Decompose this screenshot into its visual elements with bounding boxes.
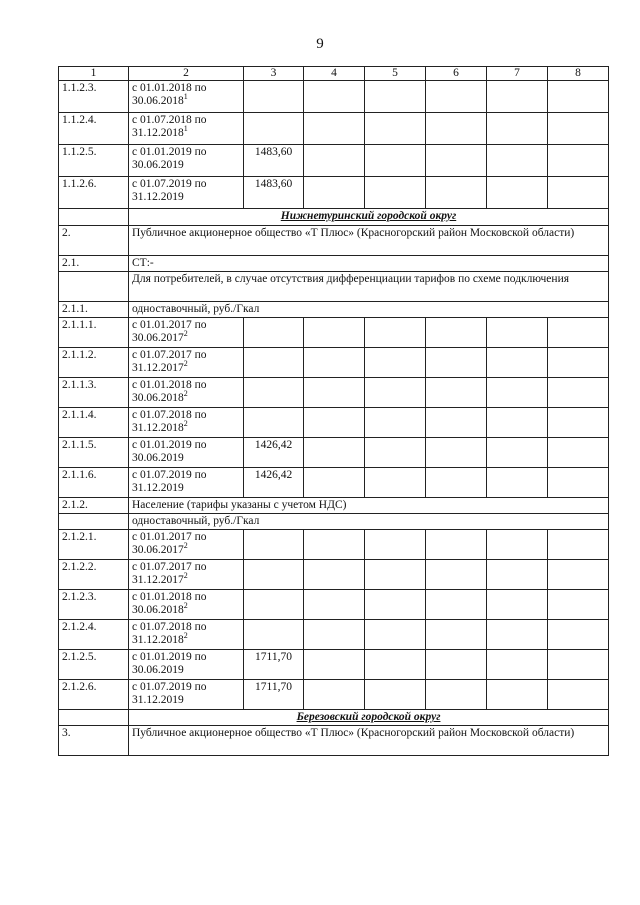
empty-cell: [487, 530, 548, 560]
empty-cell: [365, 408, 426, 438]
row-number: 2.1.2.2.: [59, 560, 129, 590]
period-start: с 01.01.2019 по: [132, 651, 207, 663]
period-start: с 01.01.2019 по: [132, 439, 207, 451]
column-header: 2: [129, 67, 244, 81]
empty-cell: [59, 710, 129, 726]
empty-cell: [487, 438, 548, 468]
footnote-mark: 1: [183, 92, 188, 102]
empty-cell: [304, 468, 365, 498]
empty-cell: [365, 468, 426, 498]
table-row: [59, 620, 609, 650]
period-cell: [129, 348, 244, 378]
note-text: Для потребителей, в случае отсутствия дифференциации тарифов по схеме подключения: [129, 272, 609, 302]
header-row: [59, 67, 609, 81]
period-end: 31.12.2018$^2$: [132, 631, 188, 646]
footnote-mark: 1: [183, 124, 188, 134]
period-end: 30.06.2018$^2$: [132, 601, 188, 616]
period-cell: [129, 590, 244, 620]
st-row: [59, 256, 609, 272]
footnote-mark: 2: [183, 359, 188, 369]
group-title: Население (тарифы указаны с учетом НДС): [129, 498, 609, 514]
period-cell: [129, 318, 244, 348]
tariff-value: [244, 378, 304, 408]
empty-cell: [426, 145, 487, 177]
table-row: [59, 650, 609, 680]
empty-cell: [304, 620, 365, 650]
row-number: 2.1.2.: [59, 498, 129, 514]
section-row: [59, 209, 609, 226]
empty-cell: [365, 378, 426, 408]
empty-cell: [487, 468, 548, 498]
row-number: 2.1.2.4.: [59, 620, 129, 650]
empty-cell: [487, 318, 548, 348]
tariff-value: [244, 408, 304, 438]
empty-cell: [426, 348, 487, 378]
empty-cell: [304, 113, 365, 145]
organization-row: [59, 226, 609, 256]
table-row: [59, 113, 609, 145]
period-start: с 01.01.2018 по: [132, 591, 207, 603]
period-cell: [129, 378, 244, 408]
page-number: 9: [316, 36, 324, 52]
period-start: с 01.01.2018 по: [132, 82, 207, 94]
tariff-value: [244, 318, 304, 348]
empty-cell: [304, 145, 365, 177]
empty-cell: [426, 408, 487, 438]
column-header: 1: [59, 67, 129, 81]
empty-cell: [487, 408, 548, 438]
group-subrow: [59, 514, 609, 530]
empty-cell: [304, 530, 365, 560]
empty-cell: [487, 348, 548, 378]
period-cell: [129, 468, 244, 498]
period-end: 30.06.2017$^2$: [132, 541, 188, 556]
period-cell: [129, 650, 244, 680]
period-cell: [129, 530, 244, 560]
empty-cell: [548, 145, 609, 177]
tariff-value: [244, 348, 304, 378]
period-start: с 01.07.2019 по: [132, 469, 207, 481]
group-title: одноставочный, руб./Гкал: [129, 302, 609, 318]
row-number: 1.1.2.6.: [59, 177, 129, 209]
period-start: с 01.07.2018 по: [132, 114, 207, 126]
table-row: [59, 378, 609, 408]
column-header: 6: [426, 67, 487, 81]
period-start: с 01.07.2019 по: [132, 178, 207, 190]
empty-cell: [426, 590, 487, 620]
empty-cell: [304, 680, 365, 710]
column-header: 4: [304, 67, 365, 81]
empty-cell: [548, 650, 609, 680]
period-cell: [129, 560, 244, 590]
row-number: 2.1.2.3.: [59, 590, 129, 620]
section-row: [59, 710, 609, 726]
empty-cell: [426, 650, 487, 680]
period-cell: [129, 408, 244, 438]
empty-cell: [548, 620, 609, 650]
period-end: 31.12.2019: [132, 191, 184, 203]
empty-cell: [426, 177, 487, 209]
row-number: 1.1.2.4.: [59, 113, 129, 145]
empty-cell: [426, 468, 487, 498]
row-number: 2.1.1.6.: [59, 468, 129, 498]
table-row: [59, 530, 609, 560]
empty-cell: [487, 177, 548, 209]
organization-row: [59, 726, 609, 756]
empty-cell: [426, 113, 487, 145]
empty-cell: [487, 113, 548, 145]
empty-cell: [426, 620, 487, 650]
empty-cell: [304, 408, 365, 438]
empty-cell: [304, 348, 365, 378]
table-row: [59, 145, 609, 177]
footnote-mark: 2: [183, 601, 188, 611]
empty-cell: [548, 177, 609, 209]
period-start: с 01.07.2017 по: [132, 561, 207, 573]
footnote-mark: 2: [183, 631, 188, 641]
empty-cell: [426, 560, 487, 590]
row-number: 2.1.1.5.: [59, 438, 129, 468]
row-number: 2.1.1.1.: [59, 318, 129, 348]
empty-cell: [365, 81, 426, 113]
empty-cell: [487, 81, 548, 113]
empty-cell: [365, 438, 426, 468]
empty-cell: [548, 468, 609, 498]
empty-cell: [426, 680, 487, 710]
empty-cell: [548, 348, 609, 378]
period-end: 30.06.2018$^2$: [132, 389, 188, 404]
empty-cell: [548, 590, 609, 620]
empty-cell: [365, 680, 426, 710]
empty-cell: [304, 177, 365, 209]
group-row: [59, 302, 609, 318]
period-end: 30.06.2019: [132, 664, 184, 676]
tariff-value: [244, 81, 304, 113]
tariff-value: 1426,42: [244, 438, 304, 468]
empty-cell: [548, 378, 609, 408]
period-start: с 01.07.2018 по: [132, 409, 207, 421]
period-start: с 01.07.2019 по: [132, 681, 207, 693]
tariff-value: 1483,60: [244, 177, 304, 209]
empty-cell: [365, 348, 426, 378]
table-row: [59, 408, 609, 438]
empty-cell: [487, 560, 548, 590]
empty-cell: [548, 113, 609, 145]
period-end: 31.12.2018$^1$: [132, 124, 188, 139]
table-row: [59, 468, 609, 498]
row-number: 2.1.1.: [59, 302, 129, 318]
tariff-value: 1483,60: [244, 145, 304, 177]
tariff-value: [244, 113, 304, 145]
empty-cell: [548, 81, 609, 113]
empty-cell: [365, 650, 426, 680]
period-cell: [129, 620, 244, 650]
period-cell: [129, 81, 244, 113]
period-cell: [129, 177, 244, 209]
empty-cell: [487, 650, 548, 680]
table-row: [59, 318, 609, 348]
footnote-mark: 2: [183, 571, 188, 581]
row-number: 2.1.2.1.: [59, 530, 129, 560]
footnote-mark: 2: [183, 329, 188, 339]
group-row: [59, 498, 609, 514]
empty-cell: [487, 680, 548, 710]
period-end: 31.12.2019: [132, 482, 184, 494]
tariff-value: 1426,42: [244, 468, 304, 498]
footnote-mark: 2: [183, 419, 188, 429]
period-end: 30.06.2019: [132, 159, 184, 171]
tariff-value: [244, 590, 304, 620]
table-row: [59, 81, 609, 113]
organization-name: Публичное акционерное общество «Т Плюс» (Красногорский район Московской области): [129, 726, 609, 756]
column-header: 5: [365, 67, 426, 81]
footnote-mark: 2: [183, 389, 188, 399]
row-number: 2.: [59, 226, 129, 256]
section-title: Березовский городской округ: [129, 710, 609, 726]
column-header: 7: [487, 67, 548, 81]
empty-cell: [59, 209, 129, 226]
period-start: с 01.01.2017 по: [132, 319, 207, 331]
empty-cell: [365, 530, 426, 560]
column-header: 3: [244, 67, 304, 81]
row-number: 2.1.1.3.: [59, 378, 129, 408]
empty-cell: [304, 438, 365, 468]
empty-cell: [426, 438, 487, 468]
period-end: 31.12.2017$^2$: [132, 359, 188, 374]
footnote-mark: 2: [183, 541, 188, 551]
period-start: с 01.01.2018 по: [132, 379, 207, 391]
table-row: [59, 348, 609, 378]
empty-cell: [365, 560, 426, 590]
empty-cell: [548, 408, 609, 438]
note-row: [59, 272, 609, 302]
empty-cell: [304, 318, 365, 348]
period-end: 30.06.2019: [132, 452, 184, 464]
tariff-value: 1711,70: [244, 680, 304, 710]
period-end: 31.12.2018$^2$: [132, 419, 188, 434]
empty-cell: [548, 438, 609, 468]
table-row: [59, 438, 609, 468]
empty-cell: [548, 680, 609, 710]
empty-cell: [487, 145, 548, 177]
organization-name: Публичное акционерное общество «Т Плюс» (Красногорский район Московской области): [129, 226, 609, 256]
table-row: [59, 590, 609, 620]
period-cell: [129, 680, 244, 710]
row-number: 1.1.2.5.: [59, 145, 129, 177]
empty-cell: [426, 318, 487, 348]
empty-cell: [426, 81, 487, 113]
section-title: Нижнетуринский городской округ: [129, 209, 609, 226]
empty-cell: [304, 378, 365, 408]
tariff-value: [244, 560, 304, 590]
st-label: СТ:-: [129, 256, 609, 272]
row-number: 3.: [59, 726, 129, 756]
row-number: 2.1.: [59, 256, 129, 272]
tariff-value: 1711,70: [244, 650, 304, 680]
empty-cell: [304, 590, 365, 620]
empty-cell: [304, 81, 365, 113]
period-start: с 01.07.2017 по: [132, 349, 207, 361]
empty-cell: [365, 590, 426, 620]
empty-cell: [426, 378, 487, 408]
empty-cell: [365, 177, 426, 209]
row-number: 1.1.2.3.: [59, 81, 129, 113]
empty-cell: [304, 650, 365, 680]
period-start: с 01.07.2018 по: [132, 621, 207, 633]
empty-cell: [365, 620, 426, 650]
empty-cell: [59, 272, 129, 302]
empty-cell: [365, 145, 426, 177]
table-row: [59, 560, 609, 590]
period-end: 31.12.2017$^2$: [132, 571, 188, 586]
row-number: 2.1.1.2.: [59, 348, 129, 378]
empty-cell: [548, 318, 609, 348]
empty-cell: [59, 514, 129, 530]
period-start: с 01.01.2019 по: [132, 146, 207, 158]
period-end: 30.06.2018$^1$: [132, 92, 188, 107]
tariff-table: [58, 66, 609, 756]
period-end: 30.06.2017$^2$: [132, 329, 188, 344]
empty-cell: [487, 590, 548, 620]
row-number: 2.1.2.5.: [59, 650, 129, 680]
period-cell: [129, 438, 244, 468]
tariff-value: [244, 530, 304, 560]
empty-cell: [487, 378, 548, 408]
period-start: с 01.01.2017 по: [132, 531, 207, 543]
group-subtitle: одноставочный, руб./Гкал: [129, 514, 609, 530]
table-row: [59, 680, 609, 710]
empty-cell: [548, 530, 609, 560]
column-header: 8: [548, 67, 609, 81]
empty-cell: [365, 113, 426, 145]
period-end: 31.12.2019: [132, 694, 184, 706]
tariff-value: [244, 620, 304, 650]
empty-cell: [304, 560, 365, 590]
table-row: [59, 177, 609, 209]
row-number: 2.1.1.4.: [59, 408, 129, 438]
period-cell: [129, 113, 244, 145]
empty-cell: [426, 530, 487, 560]
period-cell: [129, 145, 244, 177]
empty-cell: [487, 620, 548, 650]
empty-cell: [365, 318, 426, 348]
empty-cell: [548, 560, 609, 590]
row-number: 2.1.2.6.: [59, 680, 129, 710]
